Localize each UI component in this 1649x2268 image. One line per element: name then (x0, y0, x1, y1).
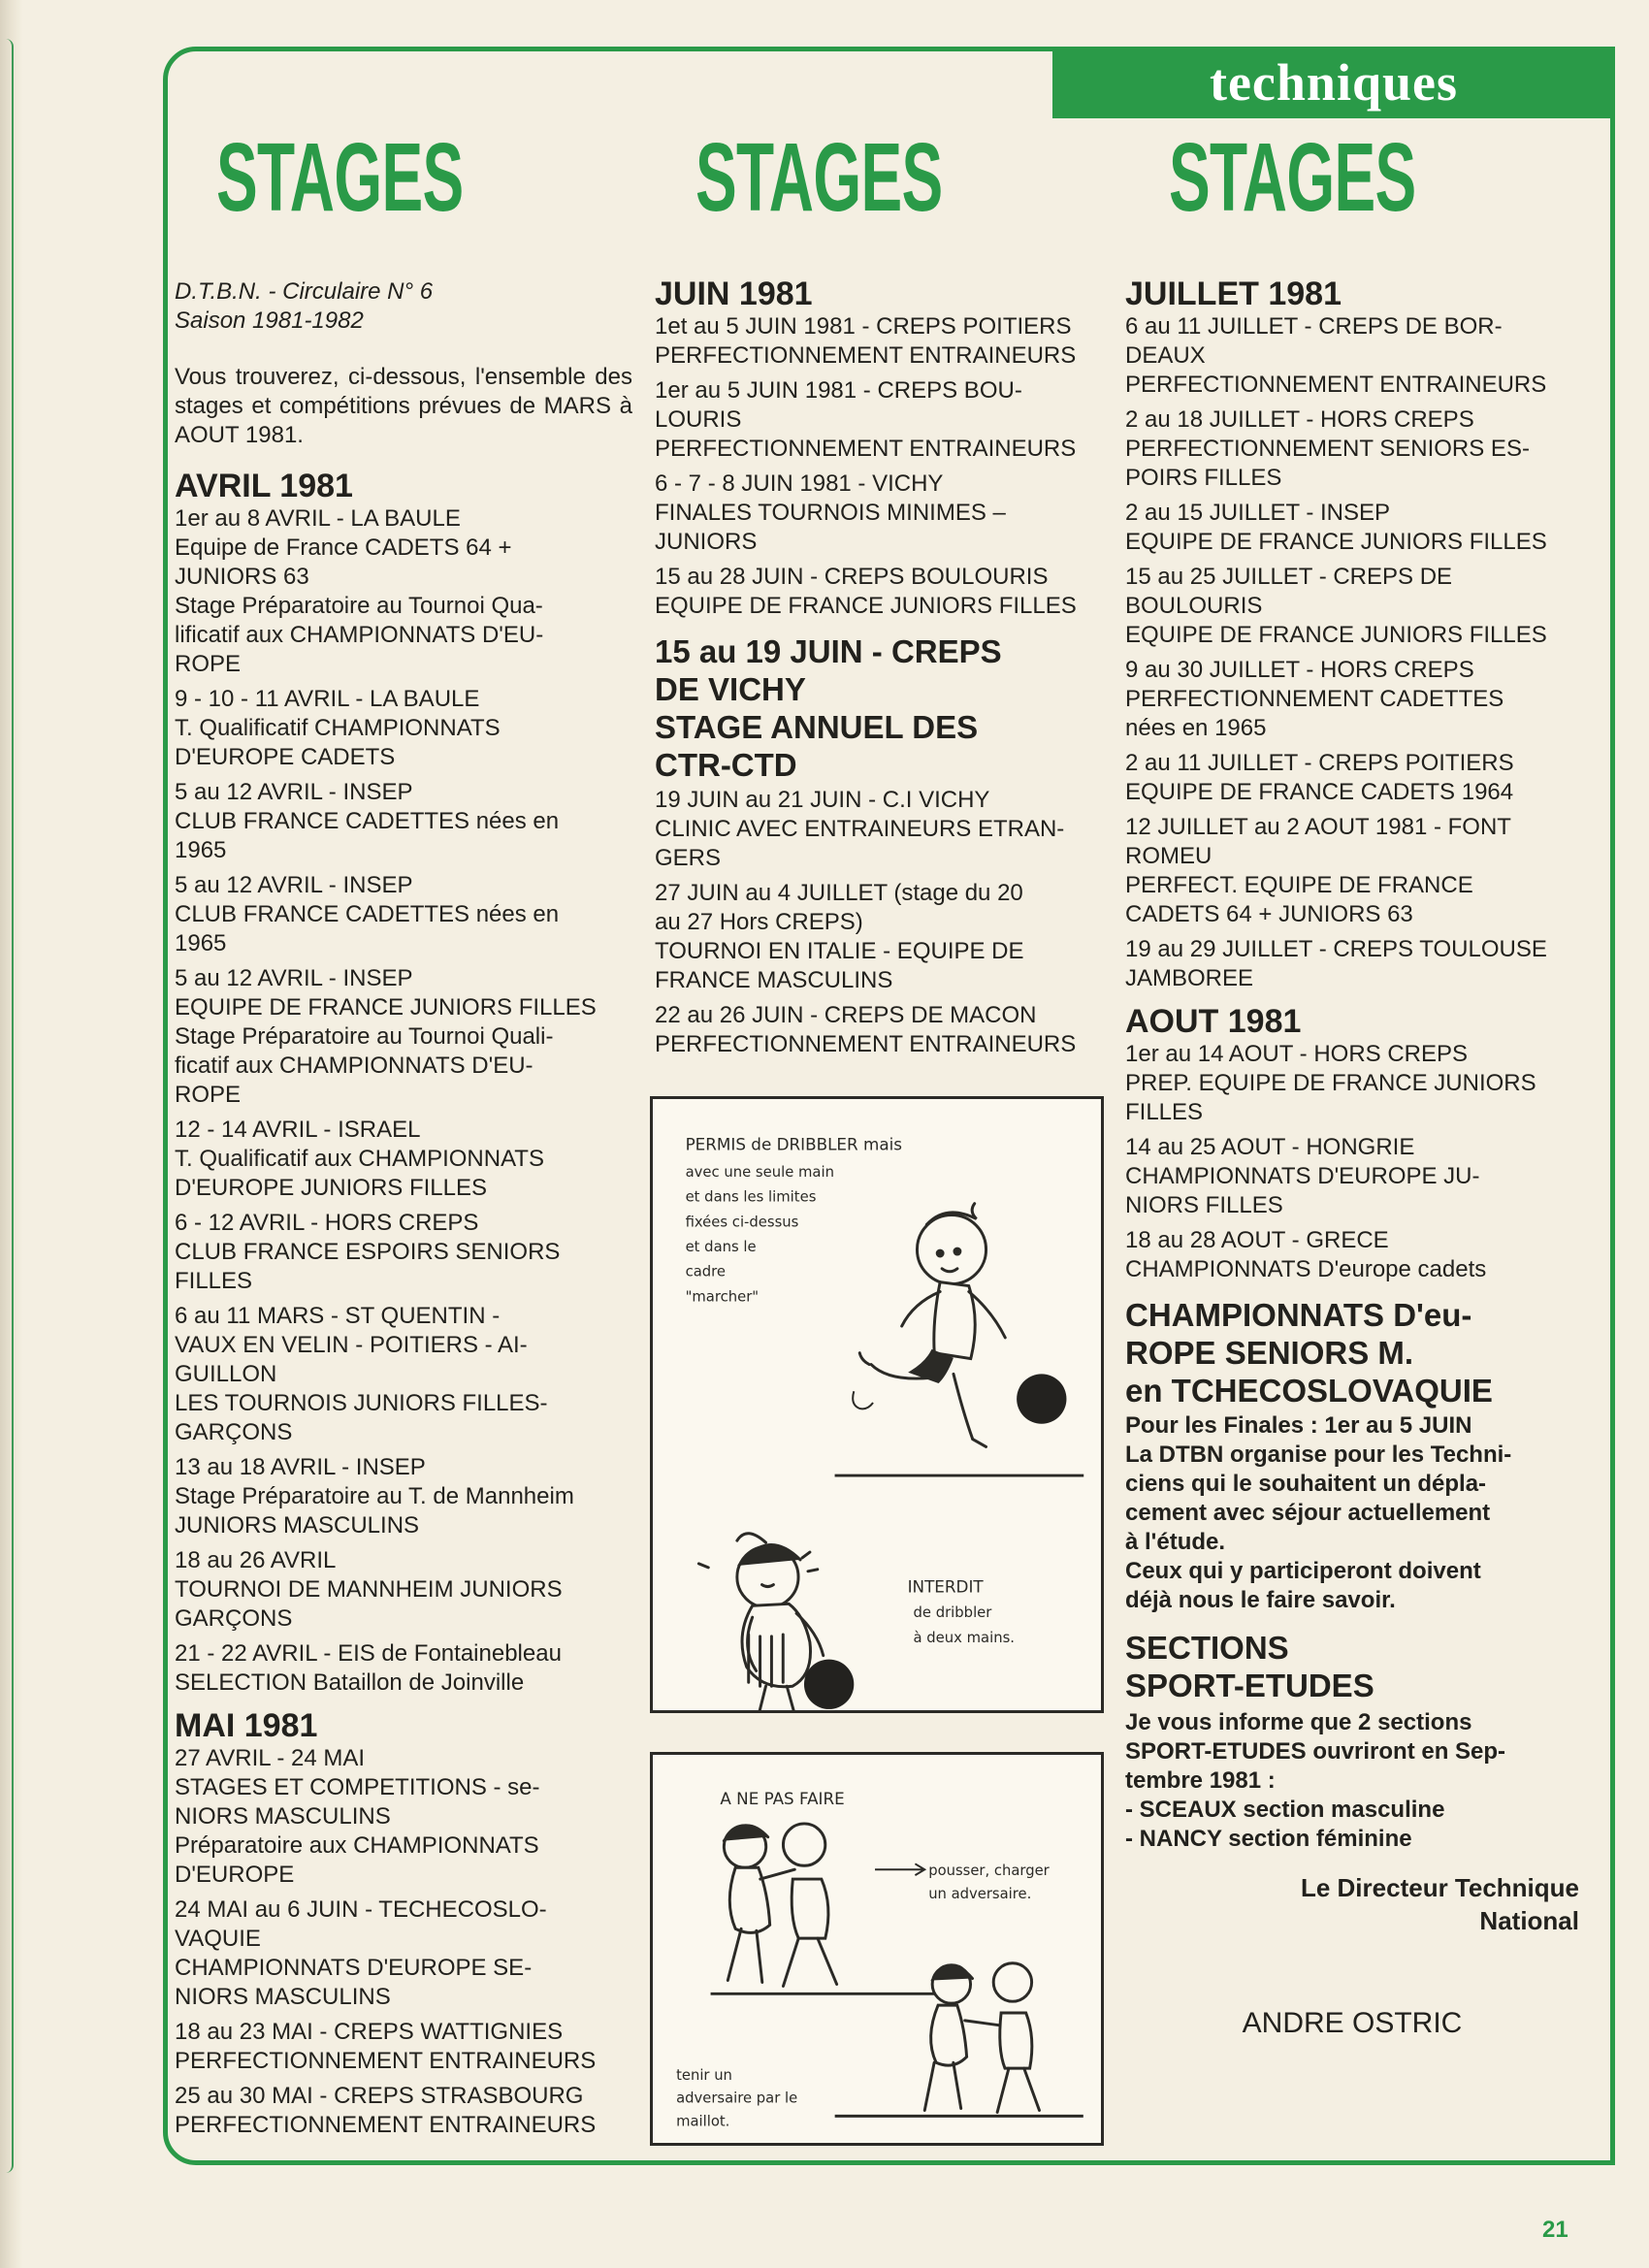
entry-list-vichy (655, 786, 1109, 1059)
entry-line: ROMEU (1125, 843, 1212, 869)
entry-list-juin (655, 312, 1109, 621)
text-line: ciens qui le souhaitent un dépla- (1125, 1471, 1487, 1497)
schedule-entry (175, 871, 632, 958)
entry-line: Stage Préparatoire au T. de Mannheim (175, 1483, 574, 1509)
schedule-entry (655, 563, 1109, 621)
month-heading-juillet: JUILLET 1981 (1125, 275, 1342, 312)
entry-line: PERFECTIONNEMENT SENIORS ES- (1125, 436, 1530, 462)
schedule-entry (175, 685, 632, 772)
entry-line: Préparatoire aux CHAMPIONNATS (175, 1832, 539, 1859)
entry-line: ficatif aux CHAMPIONNATS D'EU- (175, 1053, 534, 1079)
cartoon-dribble-rules (650, 1096, 1104, 1713)
entry-line: 14 au 25 AOUT - HONGRIE (1125, 1134, 1415, 1160)
caption-line: maillot. (676, 2113, 730, 2130)
entry-line: 5 au 12 AVRIL - INSEP (175, 965, 413, 991)
entry-line: TOURNOI EN ITALIE - EQUIPE DE (655, 938, 1024, 964)
schedule-entry (1125, 749, 1579, 807)
schedule-entry (655, 786, 1109, 873)
text-line: cement avec séjour actuellement (1125, 1500, 1491, 1526)
text-line: déjà nous le faire savoir. (1125, 1587, 1396, 1613)
entry-line: VAUX EN VELIN - POITIERS - AI- (175, 1332, 528, 1358)
entry-line: 2 au 18 JUILLET - HORS CREPS (1125, 406, 1474, 433)
motion-mark (853, 1391, 873, 1409)
text-line: La DTBN organise pour les Techni- (1125, 1442, 1512, 1468)
entry-line: D'EUROPE CADETS (175, 744, 396, 770)
entry-line: 6 - 12 AVRIL - HORS CREPS (175, 1210, 479, 1236)
entry-line: CLUB FRANCE CADETTES nées en (175, 808, 560, 834)
caption-line: "marcher" (685, 1288, 760, 1306)
entry-line: Equipe de France CADETS 64 + (175, 535, 512, 561)
entry-line: 1965 (175, 930, 227, 956)
entry-line: 12 JUILLET au 2 AOUT 1981 - FONT (1125, 814, 1511, 840)
signature-title (1125, 1871, 1579, 1937)
entry-line: 6 au 11 MARS - ST QUENTIN - (175, 1303, 501, 1329)
entry-line: CHAMPIONNATS D'EUROPE SE- (175, 1955, 533, 1981)
section-tag: techniques (1052, 47, 1615, 118)
entry-line: POIRS FILLES (1125, 465, 1282, 491)
entry-line: 18 au 26 AVRIL (175, 1547, 337, 1573)
entry-line: 13 au 18 AVRIL - INSEP (175, 1454, 426, 1480)
entry-line: LES TOURNOIS JUNIORS FILLES- (175, 1390, 548, 1416)
schedule-entry (175, 2018, 632, 2076)
heading-word: STAGES (216, 123, 464, 232)
ball-icon (1017, 1374, 1066, 1423)
month-heading-avril: AVRIL 1981 (175, 468, 353, 504)
entry-line: 18 au 23 MAI - CREPS WATTIGNIES (175, 2019, 564, 2045)
entry-line: JUNIORS 63 (175, 564, 309, 590)
month-heading-mai: MAI 1981 (175, 1707, 318, 1744)
boy-dribbling-figure (859, 1204, 1005, 1447)
entry-line: PERFECTIONNEMENT CADETTES (1125, 686, 1504, 712)
entry-line: FILLES (1125, 1099, 1204, 1125)
schedule-entry (1125, 1133, 1579, 1220)
schedule-entry (175, 1895, 632, 2012)
schedule-entry (655, 879, 1109, 995)
entry-line: FILLES (175, 1268, 253, 1294)
vichy-stage-heading (655, 632, 1109, 784)
text-line: Je vous informe que 2 sections (1125, 1709, 1472, 1735)
caption-line: de dribbler (913, 1604, 992, 1622)
caption-line: avec une seule main (685, 1164, 834, 1182)
entry-line: 21 - 22 AVRIL - EIS de Fontainebleau (175, 1640, 562, 1667)
text-line: ROPE SENIORS M. (1125, 1335, 1414, 1371)
entry-line: 1er au 5 JUIN 1981 - CREPS BOU- (655, 377, 1022, 404)
caption-line: PERMIS de DRIBBLER mais (685, 1134, 903, 1154)
caption-line: un adversaire. (928, 1885, 1032, 1902)
text-line: en TCHECOSLOVAQUIE (1125, 1373, 1493, 1409)
entry-line: EQUIPE DE FRANCE CADETS 1964 (1125, 779, 1514, 805)
cartoon-fouls (650, 1752, 1104, 2146)
entry-line: SELECTION Bataillon de Joinville (175, 1669, 525, 1696)
entry-line: lificatif aux CHAMPIONNATS D'EU- (175, 622, 544, 648)
text-line: 15 au 19 JUIN - CREPS (655, 633, 1002, 669)
entry-line: DEAUX (1125, 342, 1206, 369)
schedule-entry (175, 1116, 632, 1203)
entry-line: 1er au 14 AOUT - HORS CREPS (1125, 1041, 1469, 1067)
schedule-entry (175, 778, 632, 865)
entry-line: EQUIPE DE FRANCE JUNIORS FILLES (175, 994, 597, 1021)
entry-line: CLUB FRANCE ESPOIRS SENIORS (175, 1239, 561, 1265)
entry-line: ROPE (175, 1082, 242, 1108)
schedule-entry (655, 470, 1109, 557)
entry-line: T. Qualificatif CHAMPIONNATS (175, 715, 501, 741)
entry-line: PERFECT. EQUIPE DE FRANCE (1125, 872, 1473, 898)
schedule-entry (175, 964, 632, 1110)
entry-list-aout (1125, 1040, 1579, 1284)
schedule-entry (175, 2082, 632, 2140)
entry-line: D'EUROPE (175, 1862, 295, 1888)
entry-line: 12 - 14 AVRIL - ISRAEL (175, 1117, 421, 1143)
entry-line: 9 - 10 - 11 AVRIL - LA BAULE (175, 686, 480, 712)
entry-line: LOURIS (655, 406, 742, 433)
entry-line: nées en 1965 (1125, 715, 1267, 741)
entry-line: TOURNOI DE MANNHEIM JUNIORS (175, 1576, 563, 1603)
text-line: STAGE ANNUEL DES (655, 709, 979, 745)
entry-line: CHAMPIONNATS D'europe cadets (1125, 1256, 1487, 1282)
entry-line: T. Qualificatif aux CHAMPIONNATS (175, 1146, 544, 1172)
entry-line: PERFECTIONNEMENT ENTRAINEURS (655, 1031, 1077, 1057)
entry-line: VAQUIE (175, 1926, 261, 1952)
entry-line: ROPE (175, 651, 242, 677)
text-line: SECTIONS (1125, 1630, 1289, 1666)
entry-list-juillet (1125, 312, 1579, 993)
entry-line: 2 au 11 JUILLET - CREPS POITIERS (1125, 750, 1514, 776)
text-line: Ceux qui y participeront doivent (1125, 1558, 1481, 1584)
entry-line: STAGES ET COMPETITIONS - se- (175, 1774, 540, 1800)
entry-line: 25 au 30 MAI - CREPS STRASBOURG (175, 2083, 584, 2109)
cartoon-title: A NE PAS FAIRE (720, 1789, 845, 1809)
page-number: 21 (1542, 2217, 1568, 2243)
holding-players-figure (924, 1963, 1039, 2113)
month-heading-juin: JUIN 1981 (655, 275, 813, 312)
entry-line: PERFECTIONNEMENT ENTRAINEURS (655, 436, 1077, 462)
schedule-entry (175, 1453, 632, 1540)
entry-line: 15 au 25 JUILLET - CREPS DE (1125, 564, 1453, 590)
entry-line: 5 au 12 AVRIL - INSEP (175, 779, 413, 805)
text-line: à l'étude. (1125, 1529, 1226, 1555)
caption-line: INTERDIT (907, 1576, 984, 1597)
entry-line: 22 au 26 JUIN - CREPS DE MACON (655, 1002, 1037, 1028)
entry-line: 24 MAI au 6 JUIN - TECHECOSLO- (175, 1896, 547, 1923)
schedule-entry (1125, 935, 1579, 993)
ball-icon (804, 1660, 854, 1709)
schedule-entry (1125, 656, 1579, 743)
championships-heading (1125, 1296, 1579, 1409)
schedule-entry (655, 1001, 1109, 1059)
entry-line: CLINIC AVEC ENTRAINEURS ETRAN- (655, 816, 1065, 842)
entry-line: 1965 (175, 837, 227, 863)
text-line: - SCEAUX section masculine (1125, 1797, 1445, 1823)
caption-line: tenir un (676, 2066, 732, 2084)
schedule-entry (175, 1302, 632, 1447)
entry-line: au 27 Hors CREPS) (655, 909, 863, 935)
entry-line: EQUIPE DE FRANCE JUNIORS FILLES (1125, 622, 1547, 648)
sections-text (1125, 1708, 1579, 1854)
entry-line: 19 au 29 JUILLET - CREPS TOULOUSE (1125, 936, 1547, 962)
pushing-players-figure (724, 1824, 836, 1986)
entry-line: NIORS FILLES (1125, 1192, 1283, 1218)
schedule-entry (175, 1744, 632, 1890)
caption-line: pousser, charger (928, 1863, 1050, 1880)
entry-list-avril (175, 504, 632, 1698)
entry-line: 5 au 12 AVRIL - INSEP (175, 872, 413, 898)
circular-ref: D.T.B.N. - Circulaire N° 6 (175, 278, 434, 305)
caption-line: cadre (685, 1263, 727, 1280)
entry-line: JUNIORS (655, 529, 758, 555)
schedule-entry (1125, 405, 1579, 493)
cartoon-dribble-drawing (653, 1099, 1101, 1710)
text-line: - NANCY section féminine (1125, 1826, 1412, 1852)
cartoon-fouls-drawing (653, 1755, 1101, 2143)
schedule-entry (1125, 312, 1579, 400)
schedule-entry (655, 312, 1109, 371)
arrow-icon (875, 1863, 924, 1875)
schedule-entry (655, 376, 1109, 464)
season: Saison 1981-1982 (175, 308, 364, 334)
column-left (175, 277, 632, 2146)
entry-list-mai (175, 1744, 632, 2140)
entry-line: BOULOURIS (1125, 593, 1263, 619)
entry-line: PERFECTIONNEMENT ENTRAINEURS (1125, 372, 1547, 398)
entry-line: 1er au 8 AVRIL - LA BAULE (175, 505, 461, 532)
entry-line: 18 au 28 AOUT - GRECE (1125, 1227, 1389, 1253)
text-line: SPORT-ETUDES (1125, 1668, 1374, 1703)
entry-line: GARÇONS (175, 1419, 293, 1445)
entry-line: GUILLON (175, 1361, 277, 1387)
heading-word: STAGES (695, 123, 943, 232)
stages-heading (170, 124, 1596, 231)
entry-line: FRANCE MASCULINS (655, 967, 893, 993)
caption-line: et dans les limites (685, 1188, 817, 1206)
entry-line: 1et au 5 JUIN 1981 - CREPS POITIERS (655, 313, 1072, 340)
entry-line: NIORS MASCULINS (175, 1984, 391, 2010)
caption-line: et dans le (685, 1239, 757, 1256)
entry-line: 6 au 11 JUILLET - CREPS DE BOR- (1125, 313, 1503, 340)
championships-text (1125, 1411, 1579, 1615)
text-line: SPORT-ETUDES ouvriront en Sep- (1125, 1738, 1506, 1765)
entry-line: CLUB FRANCE CADETTES nées en (175, 901, 560, 927)
entry-line: 27 AVRIL - 24 MAI (175, 1745, 366, 1771)
month-heading-aout: AOUT 1981 (1125, 1003, 1302, 1040)
sections-heading (1125, 1629, 1579, 1704)
text-line: Le Directeur Technique (1300, 1873, 1579, 1902)
entry-line: Stage Préparatoire au Tournoi Quali- (175, 1023, 554, 1050)
entry-line: NIORS MASCULINS (175, 1803, 391, 1830)
text-line: CTR-CTD (655, 747, 797, 783)
column-right (1125, 277, 1579, 2040)
entry-line: JUNIORS MASCULINS (175, 1512, 420, 1539)
intro-paragraph: Vous trouverez, ci-dessous, l'ensemble des stages et compétitions prévues de MARS à AOUT 1981. (175, 364, 632, 448)
schedule-entry (1125, 499, 1579, 557)
schedule-entry (1125, 813, 1579, 929)
entry-line: CHAMPIONNATS D'EUROPE JU- (1125, 1163, 1480, 1189)
schedule-entry (175, 504, 632, 679)
entry-line: PREP. EQUIPE DE FRANCE JUNIORS (1125, 1070, 1536, 1096)
entry-line: D'EUROPE JUNIORS FILLES (175, 1175, 487, 1201)
caption-line: adversaire par le (676, 2090, 798, 2107)
entry-line: 2 au 15 JUILLET - INSEP (1125, 500, 1391, 526)
entry-line: PERFECTIONNEMENT ENTRAINEURS (175, 2112, 597, 2138)
heading-word: STAGES (1169, 123, 1416, 232)
signature-name: ANDRE OSTRIC (1242, 2007, 1463, 2039)
entry-line: PERFECTIONNEMENT ENTRAINEURS (175, 2048, 597, 2074)
entry-line: 27 JUIN au 4 JUILLET (stage du 20 (655, 880, 1023, 906)
column-middle (655, 277, 1109, 1065)
entry-line: PERFECTIONNEMENT ENTRAINEURS (655, 342, 1077, 369)
entry-line: 9 au 30 JUILLET - HORS CREPS (1125, 657, 1474, 683)
entry-line: GARÇONS (175, 1605, 293, 1632)
entry-line: GERS (655, 845, 722, 871)
schedule-entry (1125, 1040, 1579, 1127)
schedule-entry (1125, 563, 1579, 650)
entry-line: JAMBOREE (1125, 965, 1254, 991)
entry-line: FINALES TOURNOIS MINIMES – (655, 500, 1006, 526)
text-line: tembre 1981 : (1125, 1767, 1276, 1794)
entry-line: 19 JUIN au 21 JUIN - C.I VICHY (655, 787, 990, 813)
text-line: National (1479, 1906, 1579, 1935)
caption-line: fixées ci-dessus (685, 1214, 799, 1231)
facing-page-border (6, 39, 14, 2173)
schedule-entry (175, 1546, 632, 1634)
schedule-entry (175, 1209, 632, 1296)
text-line: DE VICHY (655, 671, 806, 707)
entry-line: EQUIPE DE FRANCE JUNIORS FILLES (655, 593, 1077, 619)
schedule-entry (1125, 1226, 1579, 1284)
text-line: Pour les Finales : 1er au 5 JUIN (1125, 1412, 1472, 1439)
schedule-entry (175, 1639, 632, 1698)
entry-line: 15 au 28 JUIN - CREPS BOULOURIS (655, 564, 1049, 590)
caption-line: à deux mains. (913, 1629, 1016, 1646)
entry-line: CADETS 64 + JUNIORS 63 (1125, 901, 1413, 927)
entry-line: Stage Préparatoire au Tournoi Qua- (175, 593, 543, 619)
text-line: CHAMPIONNATS D'eu- (1125, 1297, 1472, 1333)
entry-line: 6 - 7 - 8 JUIN 1981 - VICHY (655, 470, 944, 497)
entry-line: EQUIPE DE FRANCE JUNIORS FILLES (1125, 529, 1547, 555)
